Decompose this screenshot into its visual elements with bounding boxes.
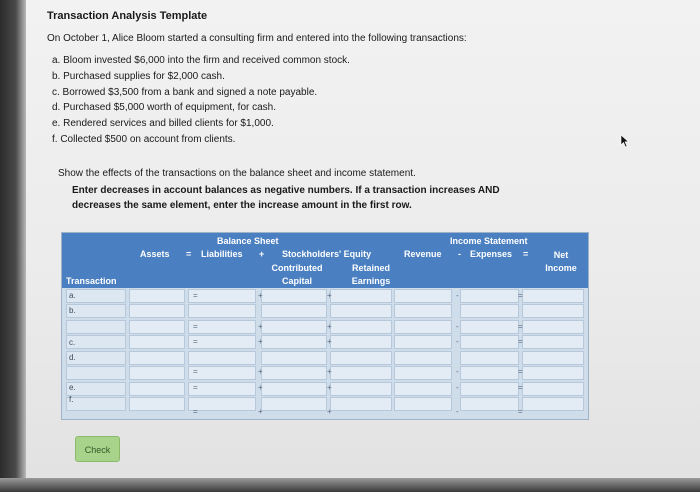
monitor-bezel-bottom bbox=[0, 478, 700, 492]
retained-earnings-input[interactable] bbox=[330, 304, 392, 318]
liabilities-input[interactable] bbox=[188, 335, 256, 349]
income-statement-header: Income Statement bbox=[450, 236, 528, 246]
liabilities-input[interactable] bbox=[188, 320, 256, 334]
retained-earnings-input[interactable] bbox=[330, 320, 392, 334]
intro-text: On October 1, Alice Bloom started a consulting firm and entered into the following transactions: bbox=[47, 33, 467, 44]
transaction-row-label: b. bbox=[69, 306, 76, 315]
assets-input[interactable] bbox=[129, 304, 185, 318]
assets-input[interactable] bbox=[129, 289, 185, 303]
plus-sign: + bbox=[258, 407, 263, 416]
net-income-input[interactable] bbox=[522, 397, 584, 411]
plus-sign: + bbox=[258, 291, 263, 300]
balance-sheet-header: Balance Sheet bbox=[217, 236, 279, 246]
transaction-item: d. Purchased $5,000 worth of equipment, for cash. bbox=[52, 102, 277, 114]
expenses-header: Expenses bbox=[470, 249, 513, 259]
monitor-bezel-left bbox=[0, 0, 26, 492]
transaction-row-label: d. bbox=[69, 353, 76, 362]
equals-operator: = bbox=[523, 249, 529, 259]
net-income-header: Net Income bbox=[545, 250, 577, 273]
expenses-input[interactable] bbox=[460, 304, 519, 318]
expenses-input[interactable] bbox=[460, 397, 519, 411]
retained-earnings-input[interactable] bbox=[330, 366, 392, 380]
transaction-label-cell bbox=[66, 397, 126, 411]
transaction-item: a. Bloom invested $6,000 into the firm and received common stock. bbox=[52, 55, 350, 66]
transaction-row-label: f. bbox=[69, 395, 74, 404]
plus-sign: + bbox=[327, 407, 332, 416]
transaction-item: c. Borrowed $3,500 from a bank and signed a note payable. bbox=[52, 86, 318, 98]
transaction-item: b. Purchased supplies for $2,000 cash. bbox=[52, 70, 225, 82]
net-income-input[interactable] bbox=[522, 382, 584, 396]
expenses-input[interactable] bbox=[460, 320, 519, 334]
contributed-capital-input[interactable] bbox=[261, 320, 327, 334]
retained-earnings-header: Retained Earnings bbox=[351, 263, 391, 286]
minus-sign: - bbox=[456, 407, 459, 416]
contributed-capital-header: Contributed Capital bbox=[271, 263, 323, 286]
retained-earnings-input[interactable] bbox=[330, 335, 392, 349]
net-income-input[interactable] bbox=[522, 366, 584, 380]
plus-sign: + bbox=[327, 291, 332, 300]
minus-sign: - bbox=[456, 383, 459, 392]
assets-input[interactable] bbox=[129, 320, 185, 334]
net-income-input[interactable] bbox=[522, 335, 584, 349]
expenses-input[interactable] bbox=[460, 289, 519, 303]
page-title: Transaction Analysis Template bbox=[47, 10, 208, 22]
revenue-input[interactable] bbox=[394, 335, 452, 349]
transaction-row-label: e. bbox=[69, 383, 76, 392]
liabilities-input[interactable] bbox=[188, 382, 256, 396]
revenue-input[interactable] bbox=[394, 351, 452, 365]
contributed-capital-input[interactable] bbox=[261, 366, 327, 380]
contributed-capital-input[interactable] bbox=[261, 335, 327, 349]
assets-input[interactable] bbox=[129, 382, 185, 396]
transaction-row-label: a. bbox=[69, 291, 76, 300]
retained-earnings-input[interactable] bbox=[330, 289, 392, 303]
revenue-input[interactable] bbox=[394, 289, 452, 303]
net-income-input[interactable] bbox=[522, 289, 584, 303]
retained-earnings-input[interactable] bbox=[330, 382, 392, 396]
transaction-item: f. Collected $500 on account from clients. bbox=[52, 133, 236, 145]
plus-sign: + bbox=[258, 367, 263, 376]
equals-sign: = bbox=[193, 407, 198, 416]
assets-input[interactable] bbox=[129, 366, 185, 380]
assets-header: Assets bbox=[140, 249, 170, 259]
expenses-input[interactable] bbox=[460, 351, 519, 365]
contributed-capital-input[interactable] bbox=[261, 382, 327, 396]
liabilities-input[interactable] bbox=[188, 304, 256, 318]
equals-sign: = bbox=[518, 322, 523, 331]
stockholders-equity-header: Stockholders' Equity bbox=[282, 249, 372, 259]
minus-sign: - bbox=[456, 367, 459, 376]
equals-operator: = bbox=[186, 249, 192, 259]
table-header bbox=[62, 233, 588, 288]
instructions-text: Enter decreases in account balances as negative numbers. If a transaction increases AND decreases the same element, enter the increase amount in the first row. bbox=[72, 185, 500, 211]
transaction-row-label: c. bbox=[69, 338, 76, 347]
plus-sign: + bbox=[327, 383, 332, 392]
transaction-header: Transaction bbox=[66, 276, 117, 286]
plus-sign: + bbox=[258, 337, 263, 346]
assets-input[interactable] bbox=[129, 335, 185, 349]
equals-sign: = bbox=[193, 291, 198, 300]
contributed-capital-input[interactable] bbox=[261, 304, 327, 318]
check-button[interactable]: Check bbox=[75, 436, 120, 462]
transaction-list bbox=[52, 53, 350, 148]
equals-sign: = bbox=[193, 367, 198, 376]
retained-earnings-input[interactable] bbox=[330, 397, 392, 411]
equals-sign: = bbox=[193, 337, 198, 346]
net-income-input[interactable] bbox=[522, 320, 584, 334]
plus-sign: + bbox=[258, 322, 263, 331]
equals-sign: = bbox=[518, 291, 523, 300]
plus-sign: + bbox=[327, 322, 332, 331]
equals-sign: = bbox=[518, 367, 523, 376]
liabilities-input[interactable] bbox=[188, 351, 256, 365]
transaction-item: e. Rendered services and billed clients for $1,000. bbox=[52, 118, 274, 130]
equals-sign: = bbox=[518, 383, 523, 392]
plus-sign: + bbox=[258, 383, 263, 392]
contributed-capital-input[interactable] bbox=[261, 397, 327, 411]
show-effects-text: Show the effects of the transactions on the balance sheet and income statement. bbox=[58, 168, 416, 179]
transaction-analysis-table bbox=[61, 232, 589, 420]
liabilities-input[interactable] bbox=[188, 397, 256, 411]
revenue-input[interactable] bbox=[394, 397, 452, 411]
assets-input[interactable] bbox=[129, 397, 185, 411]
assets-input[interactable] bbox=[129, 351, 185, 365]
equals-sign: = bbox=[193, 383, 198, 392]
revenue-input[interactable] bbox=[394, 366, 452, 380]
contributed-capital-input[interactable] bbox=[261, 289, 327, 303]
revenue-input[interactable] bbox=[394, 320, 452, 334]
net-income-input[interactable] bbox=[522, 351, 584, 365]
transaction-label-cell bbox=[66, 320, 126, 334]
equals-sign: = bbox=[193, 322, 198, 331]
expenses-input[interactable] bbox=[460, 382, 519, 396]
liabilities-header: Liabilities bbox=[201, 249, 243, 259]
transaction-label-cell bbox=[66, 366, 126, 380]
expenses-input[interactable] bbox=[460, 366, 519, 380]
expenses-input[interactable] bbox=[460, 335, 519, 349]
contributed-capital-input[interactable] bbox=[261, 351, 327, 365]
minus-operator: - bbox=[458, 249, 461, 259]
plus-sign: + bbox=[327, 337, 332, 346]
minus-sign: - bbox=[456, 291, 459, 300]
plus-operator: + bbox=[259, 249, 265, 259]
liabilities-input[interactable] bbox=[188, 366, 256, 380]
retained-earnings-input[interactable] bbox=[330, 351, 392, 365]
problem-page bbox=[26, 0, 700, 478]
mouse-cursor-icon bbox=[620, 134, 630, 148]
equals-sign: = bbox=[518, 337, 523, 346]
liabilities-input[interactable] bbox=[188, 289, 256, 303]
plus-sign: + bbox=[327, 367, 332, 376]
revenue-input[interactable] bbox=[394, 382, 452, 396]
revenue-input[interactable] bbox=[394, 304, 452, 318]
revenue-header: Revenue bbox=[404, 249, 442, 259]
minus-sign: - bbox=[456, 322, 459, 331]
equals-sign: = bbox=[518, 407, 523, 416]
net-income-input[interactable] bbox=[522, 304, 584, 318]
minus-sign: - bbox=[456, 337, 459, 346]
